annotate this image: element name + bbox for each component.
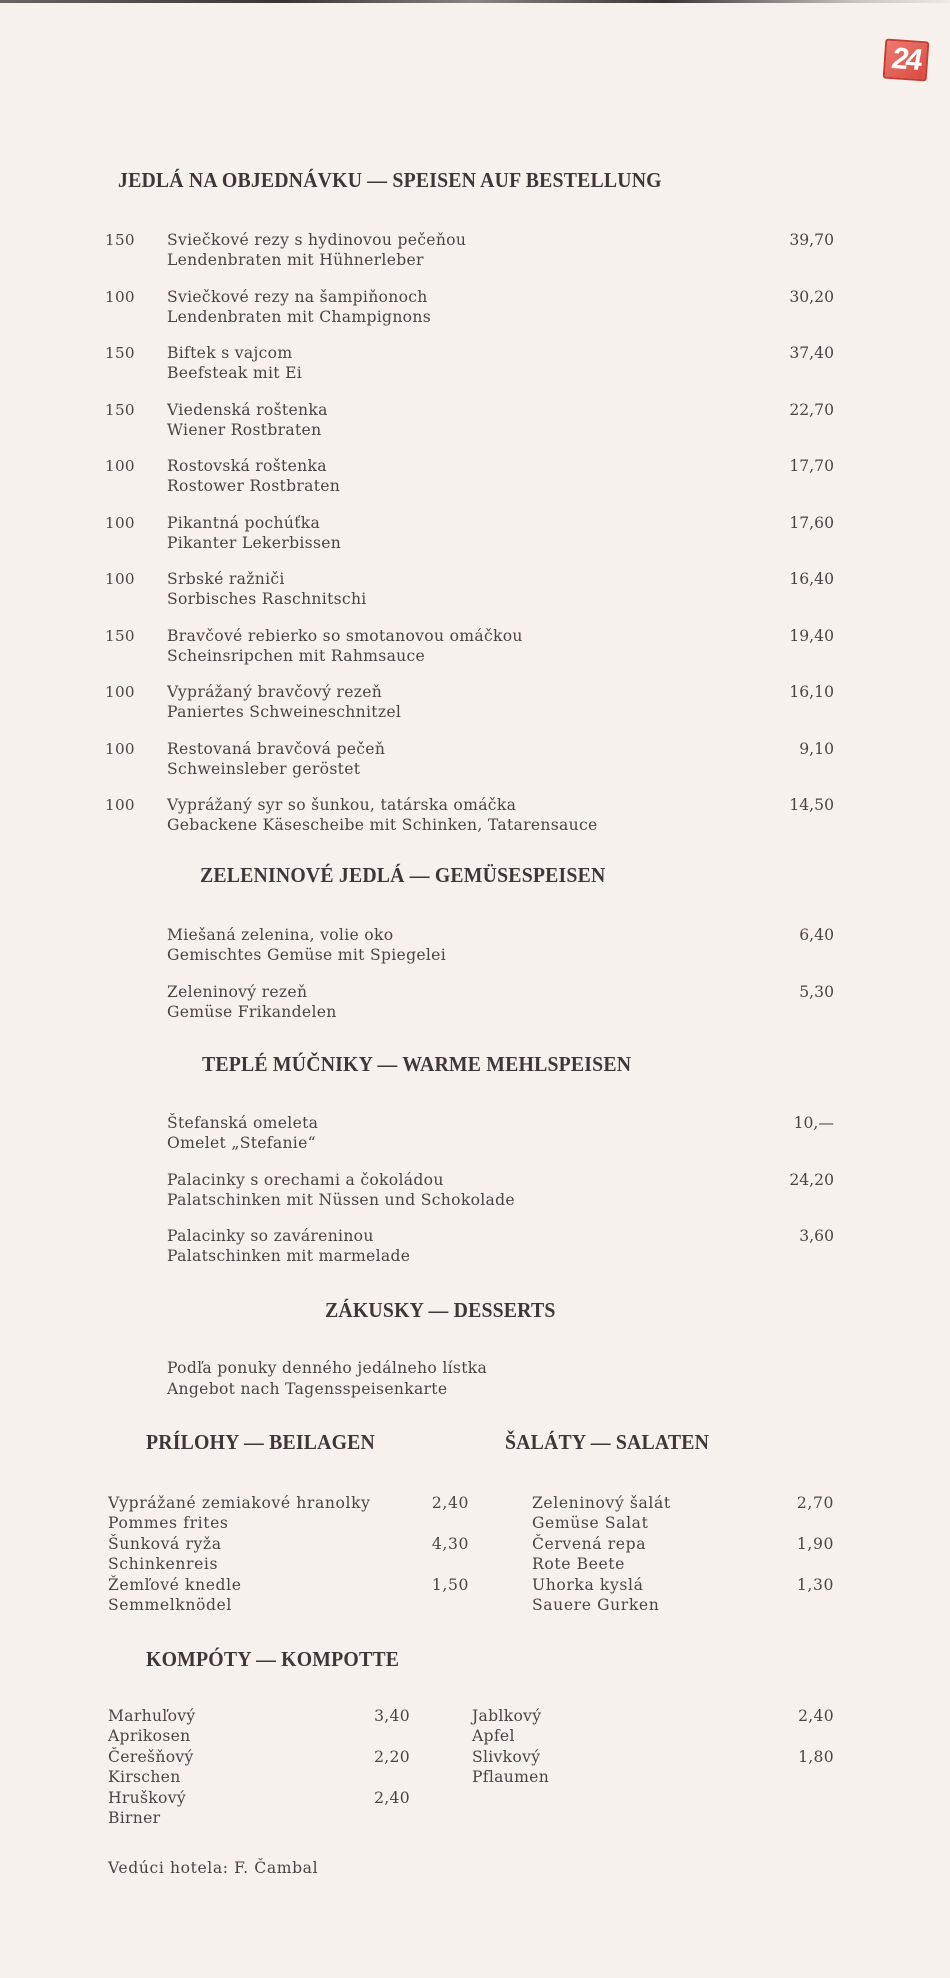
item-name-sk: Bravčové rebierko so smotanovou omáčkou: [167, 626, 523, 645]
logo-text: 24: [889, 42, 923, 77]
section-title-vegetable: ZELENINOVÉ JEDLÁ — GEMÜSESPEISEN: [200, 863, 606, 887]
item-price: 1,50: [431, 1576, 469, 1594]
menu-item-row: [0, 796, 950, 840]
item-weight: 100: [105, 739, 135, 758]
menu-item-row: [0, 627, 950, 671]
item-name-sk: Sviečkové rezy na šampiňonoch: [167, 287, 428, 306]
item-name-sk: Vyprážaný bravčový rezeň: [167, 683, 383, 701]
item-price: 16,10: [789, 683, 834, 701]
item-name-sk: Marhuľový: [108, 1707, 196, 1725]
menu-item-row: [0, 401, 950, 445]
item-name-sk: Zeleninový rezeň: [167, 982, 308, 1001]
item-price: 2,20: [374, 1748, 410, 1766]
item-price: 37,40: [789, 344, 834, 362]
item-price: 6,40: [799, 926, 834, 944]
item-weight: 150: [105, 626, 135, 645]
item-name-de: Wiener Rostbraten: [167, 420, 322, 439]
item-name-de: Gemischtes Gemüse mit Spiegelei: [167, 946, 446, 964]
item-name-sk: Rostovská roštenka: [167, 457, 327, 475]
item-weight: 100: [105, 796, 135, 814]
item-name-sk: Vyprážané zemiakové hranolky: [108, 1494, 371, 1512]
item-name-sk: Štefanská omeleta: [167, 1114, 319, 1132]
item-name-de: Omelet „Stefanie“: [167, 1134, 316, 1152]
item-price: 1,90: [796, 1535, 834, 1553]
desserts-line-de: Angebot nach Tagensspeisenkarte: [167, 1380, 448, 1398]
desserts-line-sk: Podľa ponuky denného jedálneho lístka: [167, 1359, 488, 1377]
item-name-de: Lendenbraten mit Champignons: [167, 307, 431, 326]
item-weight: 150: [105, 400, 135, 419]
item-name-de: Palatschinken mit Nüssen und Schokolade: [167, 1190, 515, 1209]
item-name-de: Sauere Gurken: [532, 1596, 660, 1614]
item-price: 19,40: [789, 626, 834, 645]
item-weight: 100: [105, 287, 135, 306]
item-name-sk: Čerešňový: [108, 1748, 194, 1766]
item-name-de: Apfel: [472, 1727, 515, 1745]
item-name-sk: Šunková ryža: [108, 1535, 222, 1553]
menu-item-row: [0, 683, 950, 727]
item-price: 39,70: [789, 231, 834, 249]
item-name-de: Beefsteak mit Ei: [167, 364, 303, 382]
item-weight: 150: [105, 344, 135, 362]
item-name-de: Pikanter Lekerbissen: [167, 533, 342, 552]
menu-item-row: [0, 1114, 950, 1158]
item-price: 2,40: [374, 1789, 410, 1807]
section-title-flour: TEPLÉ MÚČNIKY — WARME MEHLSPEISEN: [202, 1052, 632, 1076]
item-name-sk: Palacinky s orechami a čokoládou: [167, 1170, 444, 1189]
item-price: 2,40: [798, 1707, 834, 1725]
item-name-sk: Biftek s vajcom: [167, 344, 293, 362]
item-name-de: Semmelknödel: [108, 1596, 232, 1614]
item-price: 17,60: [789, 513, 834, 532]
item-name-sk: Slivkový: [472, 1748, 541, 1766]
menu-item-row: [0, 288, 950, 332]
footer-manager: Vedúci hotela: F. Čambal: [108, 1859, 319, 1877]
menu-item-row: [0, 983, 950, 1027]
item-weight: 100: [105, 570, 135, 588]
section-title-desserts: ZÁKUSKY — DESSERTS: [325, 1298, 556, 1322]
item-name-de: Pflaumen: [472, 1768, 550, 1786]
item-price: 4,30: [431, 1535, 469, 1553]
item-weight: 100: [105, 683, 135, 701]
item-name-sk: Zeleninový šalát: [532, 1494, 671, 1512]
item-name-de: Schinkenreis: [108, 1555, 219, 1573]
menu-item-row: [0, 740, 950, 784]
menu-item-row: [0, 570, 950, 614]
item-name-sk: Restovaná bravčová pečeň: [167, 739, 386, 758]
item-price: 3,40: [374, 1707, 410, 1725]
item-name-sk: Sviečkové rezy s hydinovou pečeňou: [167, 231, 467, 249]
item-name-sk: Uhorka kyslá: [532, 1576, 644, 1594]
menu-item-row: [0, 514, 950, 558]
item-name-de: Gebackene Käsescheibe mit Schinken, Tatarensauce: [167, 816, 598, 834]
item-name-sk: Viedenská roštenka: [167, 400, 328, 419]
item-weight: 150: [105, 231, 135, 249]
section-title-sides: PRÍLOHY — BEILAGEN: [146, 1430, 375, 1454]
item-price: 24,20: [789, 1170, 834, 1189]
item-name-de: Aprikosen: [108, 1727, 191, 1745]
item-weight: 100: [105, 513, 135, 532]
item-name-sk: Žemľové knedle: [108, 1576, 242, 1594]
item-name-de: Birner: [108, 1809, 161, 1827]
item-name-de: Rostower Rostbraten: [167, 477, 341, 495]
item-name-de: Lendenbraten mit Hühnerleber: [167, 251, 424, 269]
menu-item-row: [0, 457, 950, 501]
item-name-de: Pommes frites: [108, 1514, 229, 1532]
item-price: 3,60: [799, 1227, 834, 1245]
item-price: 1,30: [796, 1576, 834, 1594]
item-name-de: Gemüse Frikandelen: [167, 1002, 337, 1021]
item-name-sk: Pikantná pochúťka: [167, 513, 321, 532]
item-price: 10,—: [793, 1114, 834, 1132]
item-name-sk: Miešaná zelenina, volie oko: [167, 926, 394, 944]
item-price: 5,30: [799, 982, 834, 1001]
menu-item-row: [0, 344, 950, 388]
item-price: 17,70: [789, 457, 834, 475]
logo-24-badge: [883, 39, 930, 82]
item-name-de: Paniertes Schweineschnitzel: [167, 703, 402, 721]
section-title-compotes: KOMPÓTY — KOMPOTTE: [146, 1647, 400, 1671]
item-name-sk: Hruškový: [108, 1789, 186, 1807]
section-title-orders: JEDLÁ NA OBJEDNÁVKU — SPEISEN AUF BESTELLUNG: [118, 168, 662, 192]
item-name-sk: Palacinky so zaváreninou: [167, 1227, 374, 1245]
item-price: 2,70: [796, 1494, 834, 1512]
item-name-de: Rote Beete: [532, 1555, 625, 1573]
section-title-salads: ŠALÁTY — SALATEN: [505, 1430, 710, 1454]
item-name-sk: Vyprážaný syr so šunkou, tatárska omáčka: [167, 796, 517, 814]
menu-item-row: [0, 231, 950, 275]
menu-item-row: [0, 1227, 950, 1271]
item-name-de: Palatschinken mit marmelade: [167, 1247, 411, 1265]
item-price: 2,40: [431, 1494, 469, 1512]
page-top-edge: [0, 0, 950, 3]
item-price: 1,80: [798, 1748, 834, 1766]
item-price: 16,40: [789, 570, 834, 588]
item-name-de: Sorbisches Raschnitschi: [167, 590, 367, 608]
item-price: 22,70: [789, 400, 834, 419]
item-name-sk: Srbské ražniči: [167, 570, 285, 588]
menu-item-row: [0, 1171, 950, 1215]
item-name-sk: Červená repa: [532, 1535, 647, 1553]
item-name-sk: Jablkový: [472, 1707, 542, 1725]
item-price: 14,50: [789, 796, 834, 814]
item-price: 30,20: [789, 287, 834, 306]
item-name-de: Gemüse Salat: [532, 1514, 649, 1532]
item-weight: 100: [105, 457, 135, 475]
item-name-de: Scheinsripchen mit Rahmsauce: [167, 646, 426, 665]
menu-item-row: [0, 926, 950, 970]
item-price: 9,10: [799, 739, 834, 758]
item-name-de: Kirschen: [108, 1768, 181, 1786]
item-name-de: Schweinsleber geröstet: [167, 759, 361, 778]
